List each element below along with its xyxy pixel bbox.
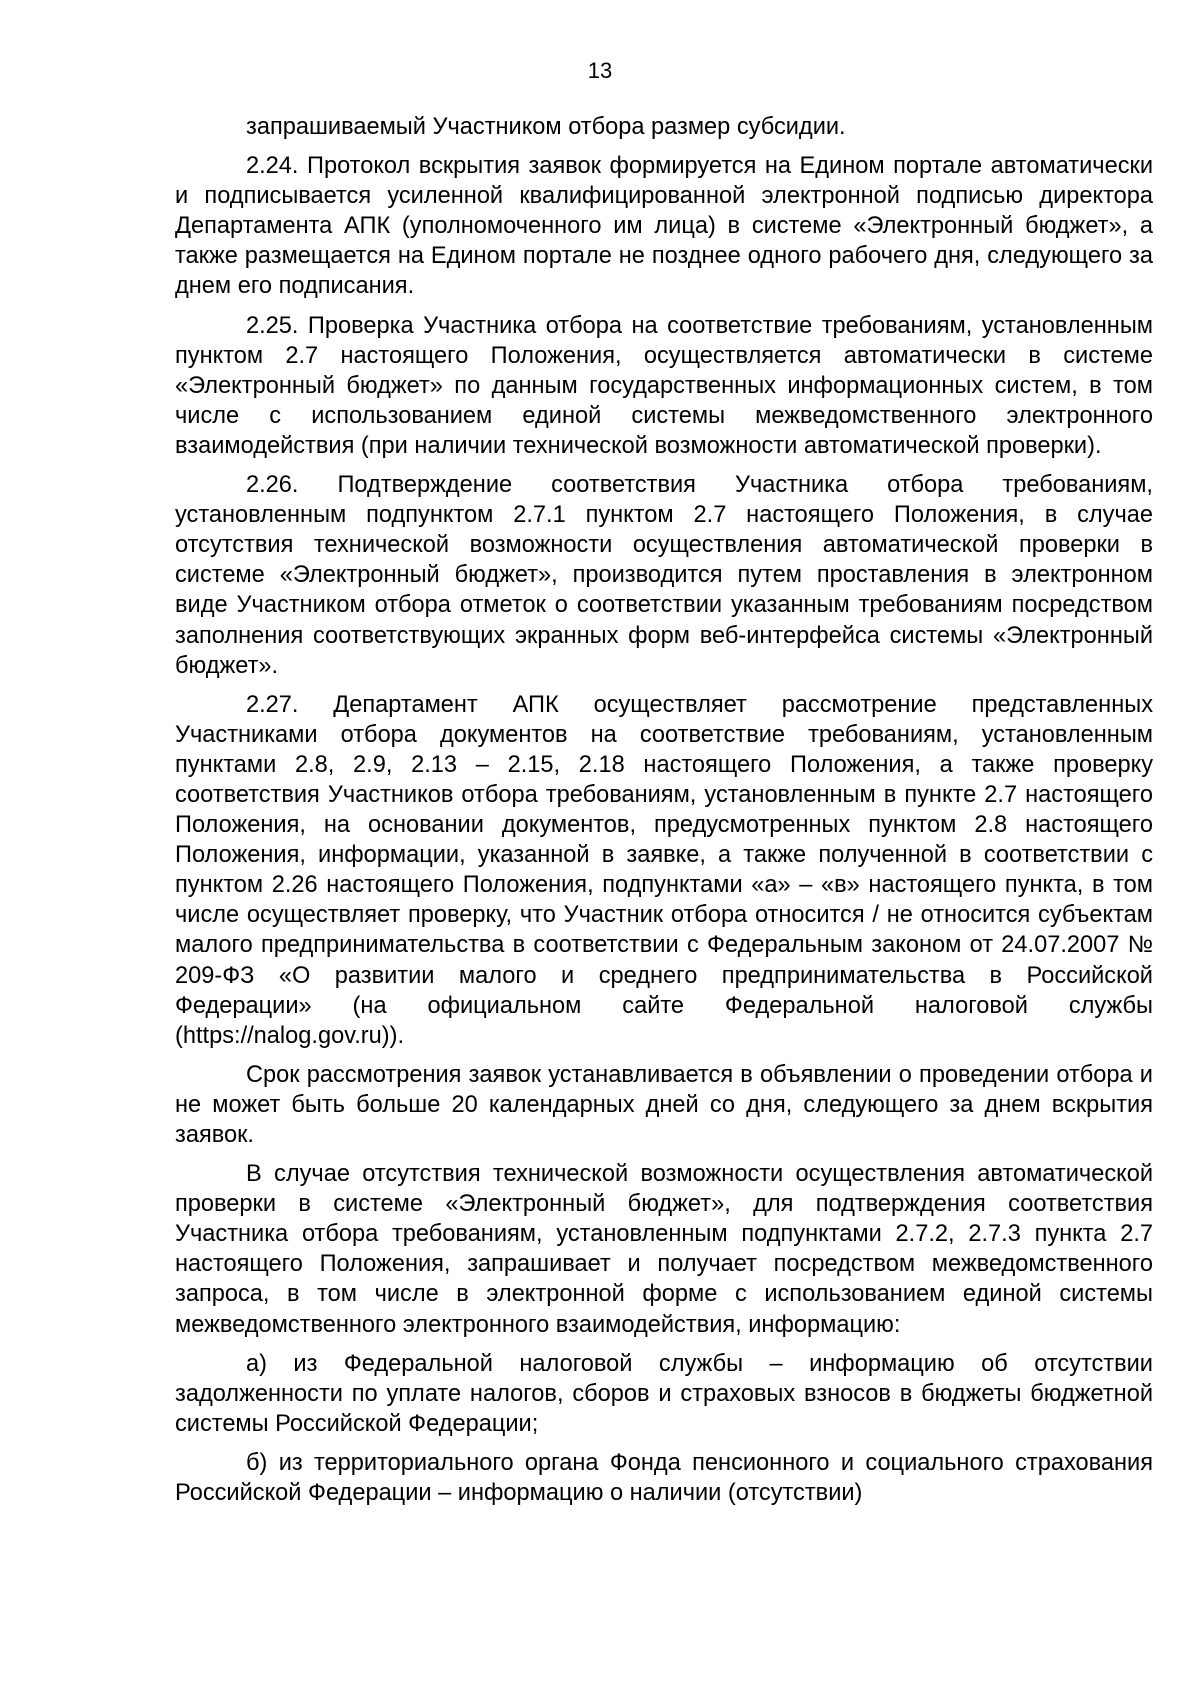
paragraph-item-a: а) из Федеральной налоговой службы – информацию об отсутствии задолженности по уплате налогов, сборов и страховых взносов в бюджеты бюджетной системы Российской Федерации;	[175, 1350, 1153, 1437]
paragraph-2-24: 2.24. Протокол вскрытия заявок формируется на Едином портале автоматически и подписывается усиленной квалифицированной электронной подписью директора Департамента АПК (уполномоченного им лица) в системе «Электронный бюджет», а также размещается на Едином портале не позднее одного рабочего дня, следующего за днем его подписания.	[175, 153, 1153, 300]
paragraph-review-period: Срок рассмотрения заявок устанавливается в объявлении о проведении отбора и не может быть больше 20 календарных дней со дня, следующего за днем вскрытия заявок.	[175, 1061, 1153, 1148]
paragraph-2-27: 2.27. Департамент АПК осуществляет рассмотрение представленных Участниками отбора документов на соответствие требованиям, установленным пунктами 2.8, 2.9, 2.13 – 2.15, 2.18 настоящего Положения, а также проверку соответствия Участников отбора требованиям, установленным в пункте 2.7 настоящего Положения, на основании документов, предусмотренных пунктом 2.8 настоящего Положения, информации, указанной в заявке, а также полученной в соответствии с пунктом 2.26 настоящего Положения, подпунктами «а» – «в» настоящего пункта, в том числе осуществляет проверку, что Участник отбора относится / не относится субъектам малого предпринимательства в соответствии с Федеральным законом от 24.07.2007 № 209-ФЗ «О развитии малого и среднего предпринимательства в Российской Федерации» (на официальном сайте Федеральной налоговой службы (https://nalog.gov.ru)).	[175, 691, 1153, 1049]
page-number: 13	[587, 58, 613, 83]
paragraph-item-b: б) из территориального органа Фонда пенсионного и социального страхования Российской Федерации – информацию о наличии (отсутствии)	[175, 1449, 1153, 1507]
document-body	[175, 112, 1153, 1517]
paragraph-interagency-request: В случае отсутствия технической возможности осуществления автоматической проверки в системе «Электронный бюджет», для подтверждения соответствия Участника отбора требованиям, установленным подпунктами 2.7.2, 2.7.3 пункта 2.7 настоящего Положения, запрашивает и получает посредством межведомственного запроса, в том числе в электронной форме с использованием единой системы межведомственного электронного взаимодействия, информацию:	[175, 1161, 1153, 1338]
paragraph-2-26: 2.26. Подтверждение соответствия Участника отбора требованиям, установленным подпунктом 2.7.1 пунктом 2.7 настоящего Положения, в случае отсутствия технической возможности осуществления автоматической проверки в системе «Электронный бюджет», производится путем проставления в электронном виде Участником отбора отметок о соответствии указанным требованиям посредством заполнения соответствующих экранных форм веб-интерфейса системы «Электронный бюджет».	[175, 472, 1153, 679]
paragraph-2-25: 2.25. Проверка Участника отбора на соответствие требованиям, установленным пунктом 2.7 настоящего Положения, осуществляется автоматически в системе «Электронный бюджет» по данным государственных информационных систем, в том числе с использованием единой системы межведомственного электронного взаимодействия (при наличии технической возможности автоматической проверки).	[175, 312, 1153, 459]
paragraph-continuation: запрашиваемый Участником отбора размер субсидии.	[246, 114, 846, 140]
